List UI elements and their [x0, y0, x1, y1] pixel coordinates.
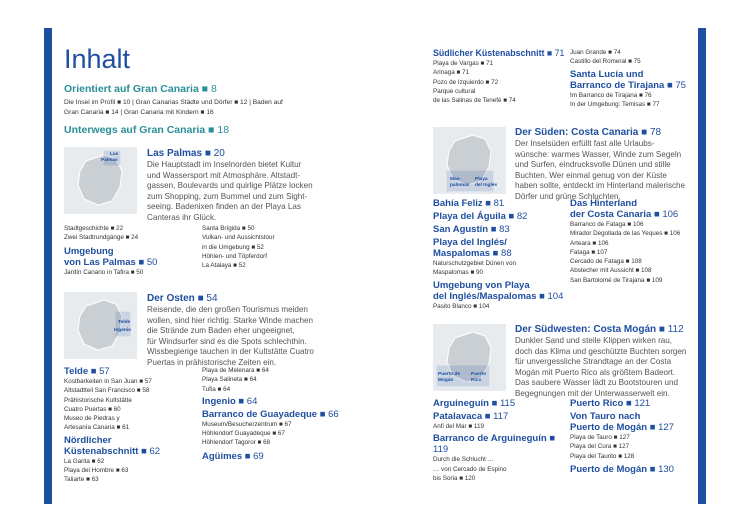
sueden-map [433, 127, 506, 194]
toc-entry[interactable]: in die Umgebung ■ 52 [202, 243, 264, 251]
toc-entry-hinterland[interactable]: Das Hinterland der Costa Canaria ■ 106 [570, 198, 679, 220]
toc-entry[interactable]: Pozo de Izquierdo ■ 72 [433, 78, 499, 86]
toc-entry[interactable]: Zwei Stadtrundgänge ■ 24 [64, 234, 139, 242]
orientiert-heading [64, 83, 217, 95]
suedwesten-title-text: Der Südwesten: Costa Mogán [515, 324, 657, 335]
suedlicher-col [433, 48, 573, 105]
toc-entry[interactable]: Playa del Hombre ■ 63 [64, 467, 129, 475]
toc-entry[interactable]: Cercado de Fataga ■ 108 [570, 258, 642, 266]
las-palmas-page: ■ 20 [204, 148, 225, 159]
desc-line: Reisende, die den großen Tourismus meiden [147, 305, 308, 314]
toc-entry-santa-lucia[interactable]: Santa Lucía und Barranco de Tirajana ■ 75 [570, 68, 686, 91]
osten-right-col [202, 366, 352, 462]
orientiert-heading-page: ■ 8 [201, 83, 217, 95]
toc-entry-von-tauro[interactable]: Von Tauro nach Puerto de Mogán ■ 127 [570, 411, 674, 433]
toc-entry[interactable]: Parque cultural [433, 87, 476, 95]
desc-line: gassen, Boulevards und quirlige Plätze locken [147, 181, 313, 191]
toc-entry-san-agustin[interactable]: San Agustín ■ 83 [433, 224, 510, 235]
map-label: Palmas [101, 158, 118, 163]
toc-entry[interactable]: Artesanía Canaria ■ 61 [64, 424, 130, 432]
toc-entry-puerto-mogan[interactable]: Puerto de Mogán ■ 130 [570, 463, 674, 475]
toc-entry[interactable]: Stadtgeschichte ■ 22 [64, 225, 124, 232]
suedwesten-left-col [433, 398, 568, 483]
desc-line: für Windsurfer sind es die Spots schlechthin. [147, 336, 307, 346]
toc-entry[interactable]: Höhlendorf Tagoror ■ 68 [202, 439, 271, 447]
las-palmas-left-col [64, 224, 194, 277]
toc-entry-playa-ingles[interactable]: Playa del Inglés/ Maspalomas ■ 88 [433, 237, 512, 259]
toc-entry[interactable]: Pasito Blanco ■ 104 [433, 302, 490, 310]
map-label: Telde [118, 320, 131, 325]
desc-line: Begegnungen mit der Unterwasserwelt ein. [515, 388, 670, 398]
sueden-title [515, 127, 661, 138]
osten-page: ■ 54 [197, 293, 218, 304]
toc-entry[interactable]: Abstecher mit Aussicht ■ 108 [570, 267, 652, 275]
las-palmas-map [64, 147, 137, 214]
map-label: Las [110, 152, 119, 157]
toc-entry[interactable]: Anfi del Mar ■ 119 [433, 423, 484, 430]
las-palmas-title [147, 148, 225, 159]
desc-line: seeing. Badenixen finden an der Playa Las [147, 202, 301, 212]
toc-entry-playa-aguila[interactable]: Playa del Águila ■ 82 [433, 211, 528, 222]
toc-entry[interactable]: Fataga ■ 107 [570, 248, 608, 256]
desc-line: wünsche: warmes Wasser, Winde zum Segeln [515, 149, 682, 159]
orientiert-lines [64, 98, 283, 117]
unterwegs-heading-page: ■ 18 [208, 124, 230, 136]
toc-entry[interactable]: Kostbarkeiten in San Juan ■ 57 [64, 378, 152, 385]
desc-line: und Wassersport mit Atmosphäre. Altstadt- [147, 170, 301, 180]
page-title: Inhalt [64, 44, 131, 74]
toc-entry[interactable]: Arinaga ■ 71 [433, 69, 470, 77]
desc-line: Der Inselsüden erfüllt fast alle Urlaubs- [515, 139, 655, 148]
toc-entry-barranco-arguineguin[interactable]: Barranco de Arguineguín ■ 119 [433, 433, 556, 456]
osten-left-col [64, 366, 198, 485]
osten-title-text: Der Osten [147, 293, 195, 304]
toc-entry[interactable]: La Garita ■ 62 [64, 457, 105, 465]
desc-line: Dörfer und grüne Schluchten. [515, 191, 621, 201]
sueden-right-col [570, 198, 698, 285]
toc-entry-puerto-rico[interactable]: Puerto Rico ■ 121 [570, 398, 651, 409]
suedwesten-right-col [570, 398, 698, 475]
toc-entry-aguimes[interactable]: Agüimes ■ 69 [202, 450, 264, 462]
toc-entry[interactable]: Museo de Piedras y [64, 415, 120, 423]
desc-line: Buchten. Wer einmal genug von der Küste [515, 170, 667, 180]
toc-entry-noerdlicher[interactable]: Nördlicher Küstenabschnitt ■ 62 [64, 434, 161, 457]
toc-entry[interactable]: bis Soria ■ 120 [433, 474, 476, 482]
unterwegs-heading [64, 124, 229, 136]
toc-entry-ingenio[interactable]: Ingenio ■ 64 [202, 395, 258, 407]
island-map-graphic [64, 292, 137, 359]
desc-line: Canteras ihr Glück. [147, 212, 217, 222]
desc-line: Puertas in prähistorische Zeiten ein. [147, 357, 277, 367]
toc-entry[interactable]: Naturschutzgebiet Dünen von [433, 260, 516, 267]
toc-entry[interactable]: In der Umgebung: Temisas ■ 77 [570, 100, 660, 108]
toc-entry[interactable]: de las Salinas de Tenefé ■ 74 [433, 97, 516, 105]
unterwegs-heading-text: Unterwegs auf Gran Canaria [64, 124, 206, 136]
sueden-page: ■ 78 [641, 127, 662, 138]
sueden-title-text: Der Süden: Costa Canaria [515, 127, 639, 138]
osten-map [64, 292, 137, 359]
toc-entry-patalavaca[interactable]: Patalavaca ■ 117 [433, 411, 509, 422]
toc-entry-arguineguin[interactable]: Arguineguín ■ 115 [433, 398, 516, 409]
toc-entry[interactable]: Juan Grande ■ 74 [570, 49, 621, 56]
desc-line: Dunkler Sand und steile Klippen wirken rau, [515, 336, 673, 345]
desc-line: doch das Klima und geschützte Buchten sorgen [515, 346, 687, 356]
toc-entry[interactable]: Playa de Melenara ■ 64 [202, 367, 269, 374]
toc-entry[interactable]: Höhlendorf Guayadeque ■ 67 [202, 430, 285, 438]
map-label: Ingenio [114, 328, 132, 333]
desc-line: die Strände zum Baden eher ungeeignet, [147, 326, 295, 336]
toc-entry[interactable]: Playa Salineta ■ 64 [202, 376, 257, 384]
toc-entry[interactable]: Barranco de Fataga ■ 106 [570, 221, 644, 228]
map-label: Mas- palomas [450, 177, 470, 188]
las-palmas-title-text: Las Palmas [147, 148, 203, 159]
desc-line: Wissbegierige tauchen in der Kultstätte Cuatro [147, 347, 314, 357]
map-label: Puerto Rico [471, 372, 487, 383]
map-label: Puerto de Mogán [438, 372, 461, 383]
las-palmas-desc [147, 160, 347, 224]
toc-entry[interactable]: Castillo del Romeral ■ 75 [570, 58, 641, 66]
orientiert-line-1: Die Insel im Profil ■ 10 | Gran Canarias Städte und Dörfer ■ 12 | Baden auf [64, 99, 283, 106]
toc-entry[interactable]: Playa del Taurito ■ 128 [570, 452, 635, 460]
toc-entry[interactable]: Jardín Canario in Tafira ■ 50 [64, 268, 144, 276]
sueden-desc [515, 139, 697, 203]
las-palmas-right-col [202, 224, 352, 270]
desc-line: zum Shopping, zum Bummel und zum Sight- [147, 191, 308, 201]
toc-entry[interactable]: Arteara ■ 106 [570, 239, 609, 247]
toc-entry[interactable]: Tufia ■ 64 [202, 385, 231, 393]
santa-lucia-col [570, 48, 695, 109]
toc-entry-umgebung[interactable]: Umgebung von Las Palmas ■ 50 [64, 245, 158, 268]
left-page-edge-bar [44, 28, 52, 504]
toc-entry[interactable]: Höhlen- und Töpferdorf [202, 252, 267, 260]
osten-title [147, 293, 218, 304]
toc-entry[interactable]: Vulkan- und Aussichtstour [202, 234, 275, 242]
right-page-edge-bar [698, 28, 706, 504]
toc-entry-umgebung-playa[interactable]: Umgebung von Playa del Inglés/Maspalomas ■ 104 [433, 279, 564, 302]
toc-entry[interactable]: Im Barranco de Tirajana ■ 76 [570, 91, 652, 99]
toc-entry[interactable]: Santa Brígida ■ 50 [202, 225, 255, 232]
toc-entry[interactable]: Playa del Cura ■ 127 [570, 443, 630, 451]
osten-desc [147, 305, 347, 369]
toc-entry-telde[interactable]: Telde ■ 57 [64, 366, 110, 377]
desc-line: für unvergessliche Strandtage an der Costa [515, 357, 672, 367]
suedwesten-page: ■ 112 [658, 324, 684, 335]
toc-entry[interactable]: … von Cercado de Espino [433, 465, 507, 473]
toc-entry[interactable]: San Bartolomé de Tirajana ■ 109 [570, 276, 663, 284]
toc-entry[interactable]: La Atalaya ■ 52 [202, 262, 246, 270]
toc-entry-bahia-feliz[interactable]: Bahía Feliz ■ 81 [433, 198, 505, 209]
suedwesten-title [515, 324, 684, 335]
orientiert-line-2: Gran Canaria ■ 14 | Gran Canaria mit Kindern ■ 16 [64, 108, 214, 116]
toc-entry[interactable]: Museum/Besucherzentrum ■ 67 [202, 420, 292, 428]
desc-line: haben sollte, entdeckt im Hinterland malerische [515, 181, 686, 191]
sueden-left-col [433, 198, 568, 311]
toc-entry[interactable]: Cuatro Puertas ■ 60 [64, 405, 121, 413]
toc-entry[interactable]: Playa de Tauro ■ 127 [570, 434, 630, 441]
toc-entry-suedlicher[interactable]: Südlicher Küstenabschnitt ■ 71 [433, 48, 565, 58]
desc-line: wollen, sind hier richtig. Starke Winde machen [147, 315, 313, 325]
desc-line: und Surfen, eindrucksvolle Dünen und stille [515, 160, 671, 170]
toc-entry[interactable]: Durch die Schlucht … [433, 456, 494, 464]
desc-line: Mogán mit Puerto Rico als größtem Badeort. [515, 367, 676, 377]
toc-entry[interactable]: Playa de Vargas ■ 71 [433, 60, 494, 67]
desc-line: Die Hauptstadt im Inselnorden bietet Kultur [147, 160, 302, 169]
toc-entry[interactable]: Prähistorische Kultstätte [64, 396, 132, 404]
desc-line: Das saubere Wasser lädt zu Bootstouren und [515, 378, 679, 388]
map-label: Playa del Inglés [475, 177, 498, 188]
toc-entry[interactable]: Maspalomas ■ 90 [433, 269, 484, 277]
toc-entry-barranco-guayadeque[interactable]: Barranco de Guayadeque ■ 66 [202, 408, 339, 420]
suedwesten-map [433, 324, 506, 391]
toc-entry[interactable]: Altstadtteil San Francisco ■ 58 [64, 387, 150, 395]
toc-entry[interactable]: Mirador Degollada de las Yeques ■ 106 [570, 230, 681, 238]
toc-entry[interactable]: Taliarte ■ 63 [64, 476, 99, 484]
suedwesten-desc [515, 336, 697, 400]
orientiert-heading-text: Orientiert auf Gran Canaria [64, 83, 199, 95]
